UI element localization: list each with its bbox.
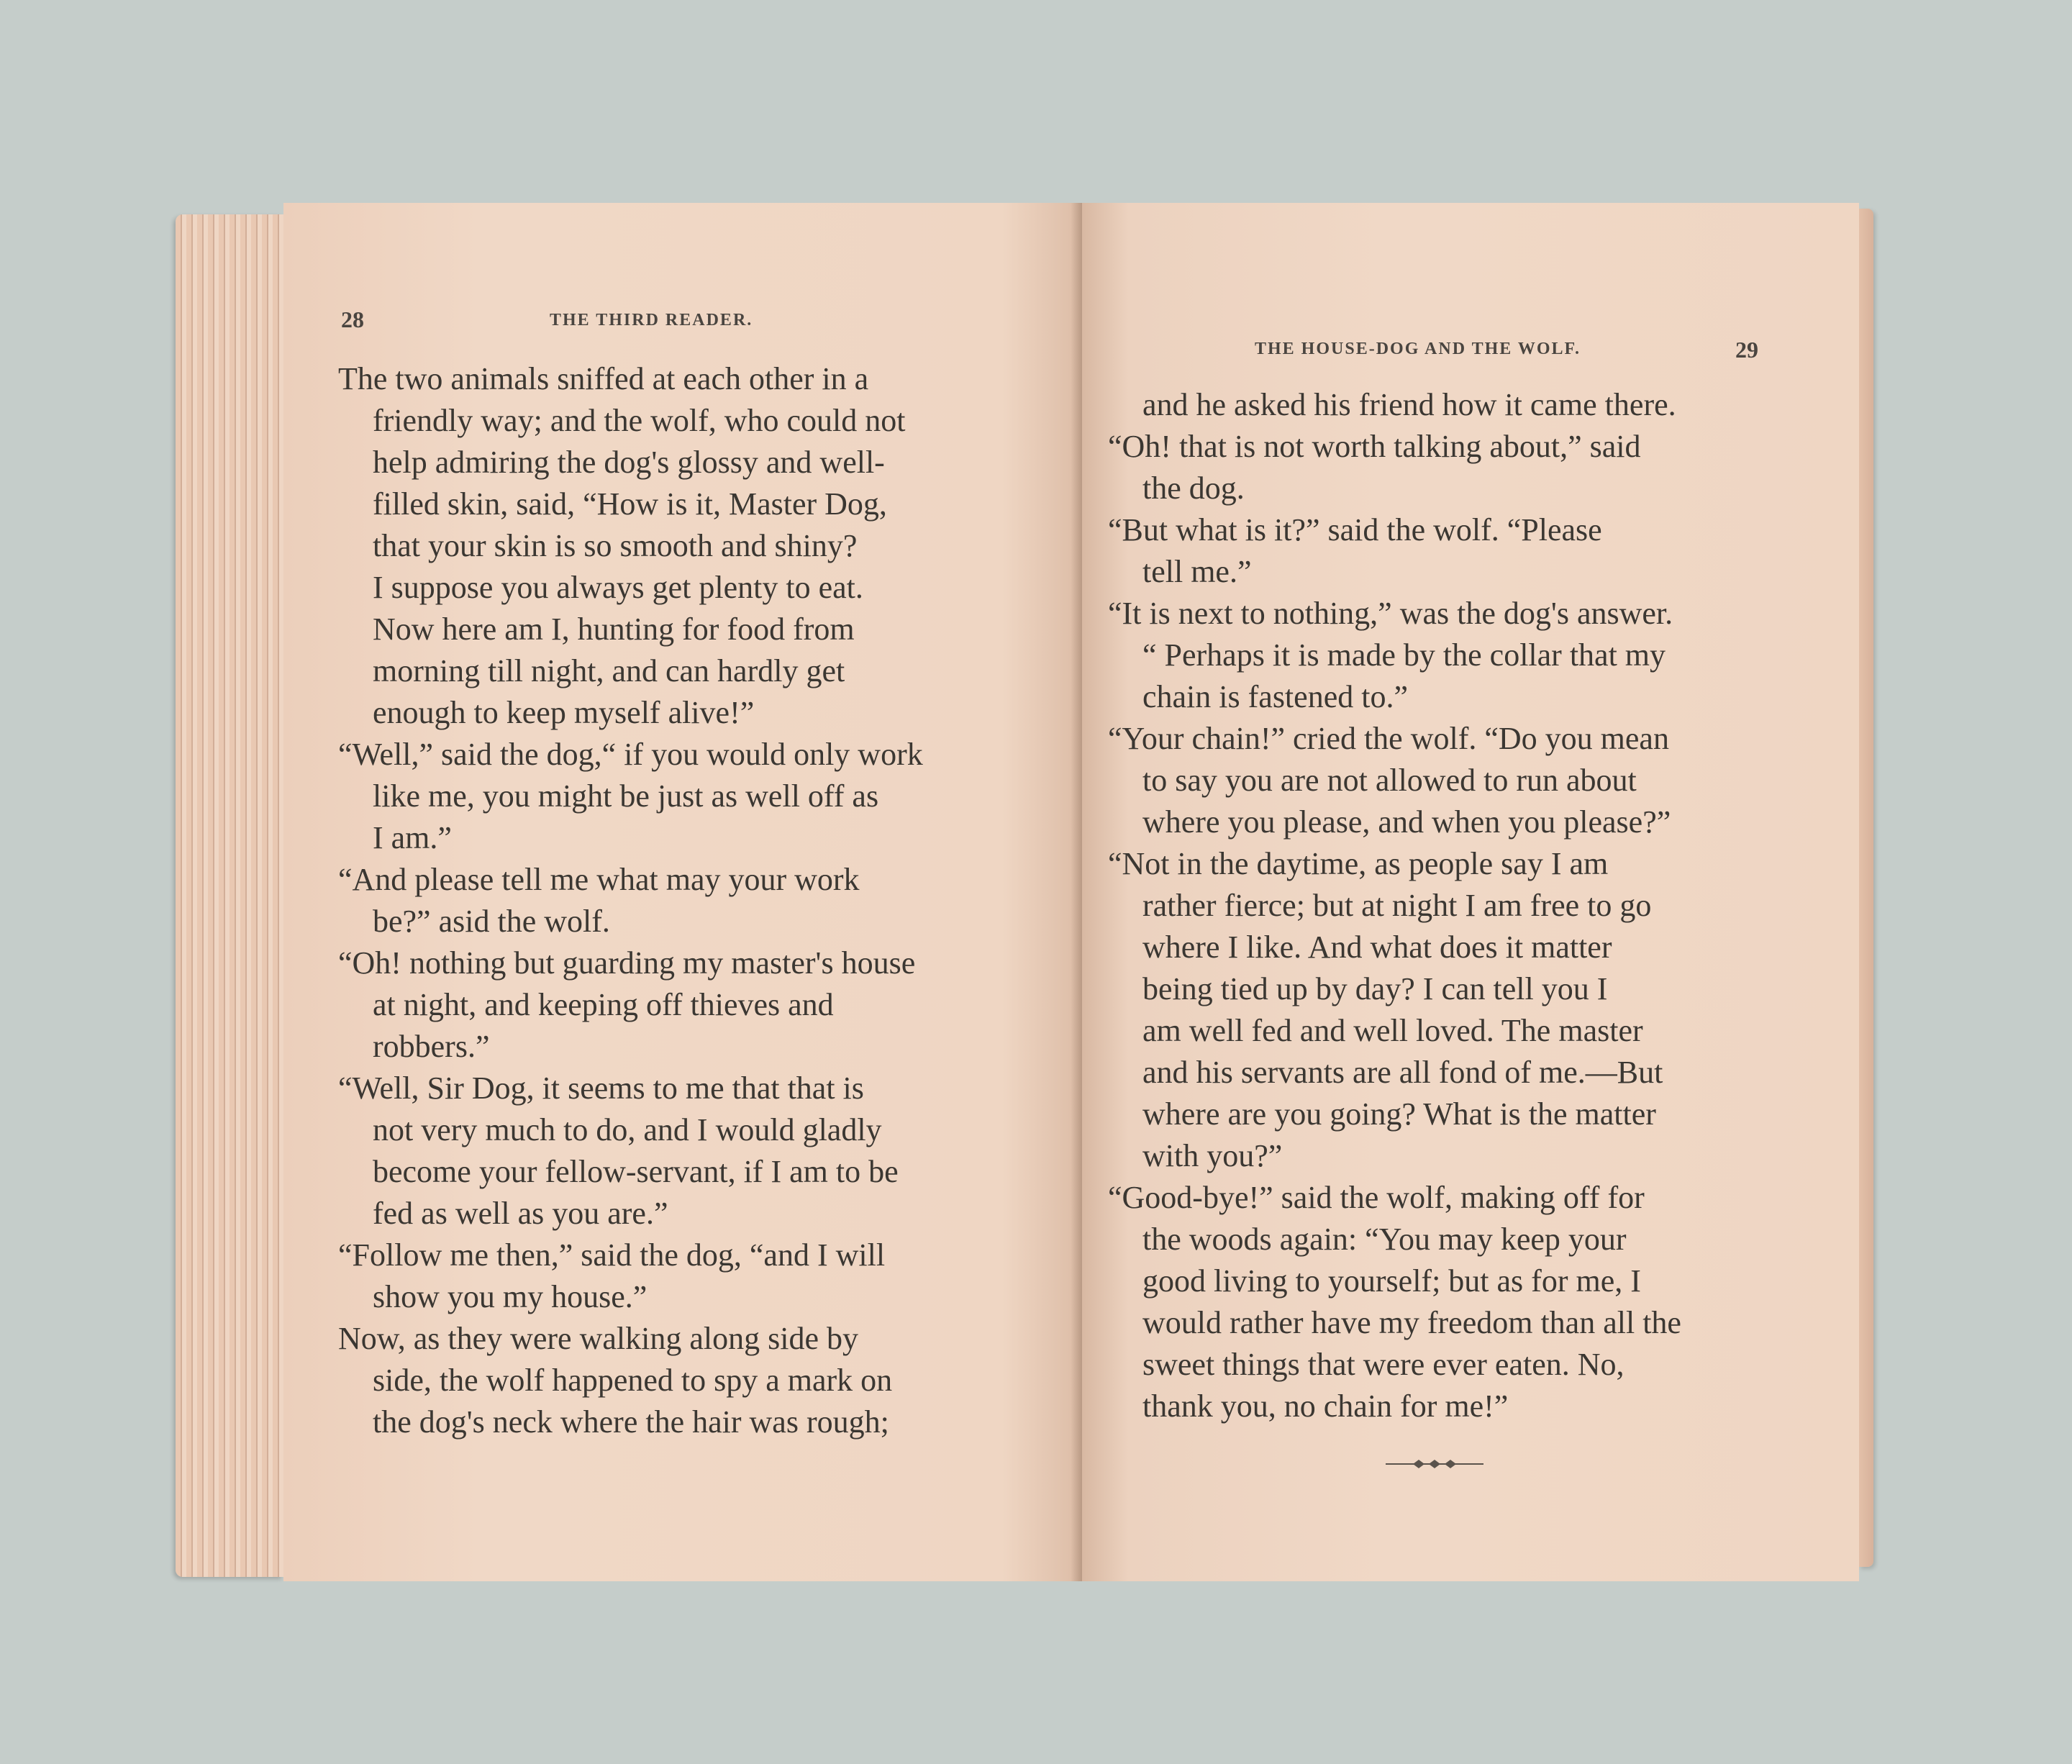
text-line: would rather have my freedom than all the xyxy=(1142,1305,1681,1340)
text-line: thank you, no chain for me!” xyxy=(1142,1388,1509,1424)
text-line: where are you going? What is the matter xyxy=(1142,1096,1656,1132)
text-line: with you?” xyxy=(1142,1138,1283,1173)
text-line: chain is fastened to.” xyxy=(1142,679,1408,714)
text-line: the woods again: “You may keep your xyxy=(1142,1222,1627,1257)
text-line: “Oh! nothing but guarding my master's house xyxy=(338,945,916,981)
text-line: that your skin is so smooth and shiny? xyxy=(373,528,858,563)
text-line: where you please, and when you please?” xyxy=(1142,804,1671,840)
text-line: “ Perhaps it is made by the collar that my xyxy=(1142,637,1666,673)
text-line: the dog. xyxy=(1142,470,1245,506)
left-running-head: THE THIRD READER. xyxy=(550,311,753,329)
text-line: being tied up by day? I can tell you I xyxy=(1142,971,1608,1006)
text-line: be?” asid the wolf. xyxy=(373,904,610,939)
text-line: The two animals sniffed at each other in a xyxy=(338,361,869,396)
text-line: “Your chain!” cried the wolf. “Do you mean xyxy=(1108,721,1669,756)
text-line: and he asked his friend how it came there. xyxy=(1142,387,1676,422)
text-line: like me, you might be just as well off as xyxy=(373,778,879,814)
text-line: to say you are not allowed to run about xyxy=(1142,763,1637,798)
text-line: rather fierce; but at night I am free to go xyxy=(1142,888,1652,923)
text-line: where I like. And what does it matter xyxy=(1142,929,1612,965)
text-line: “And please tell me what may your work xyxy=(338,862,860,897)
text-line: tell me.” xyxy=(1142,554,1252,589)
left-page-text xyxy=(338,358,923,1443)
text-line: “Well, Sir Dog, it seems to me that that is xyxy=(338,1070,864,1106)
text-line: robbers.” xyxy=(373,1029,490,1064)
text-line: I am.” xyxy=(373,820,452,855)
text-line: help admiring the dog's glossy and well- xyxy=(373,445,885,480)
text-line: “Good-bye!” said the wolf, making off for xyxy=(1108,1180,1645,1215)
text-line: good living to yourself; but as for me, I xyxy=(1142,1263,1641,1299)
right-page xyxy=(1082,203,1859,1581)
text-line: fed as well as you are.” xyxy=(373,1196,668,1231)
text-line: morning till night, and can hardly get xyxy=(373,653,845,688)
text-line: “But what is it?” said the wolf. “Please xyxy=(1108,512,1602,547)
text-line: am well fed and well loved. The master xyxy=(1142,1013,1643,1048)
text-line: Now here am I, hunting for food from xyxy=(373,612,855,647)
text-line: sweet things that were ever eaten. No, xyxy=(1142,1347,1625,1382)
end-ornament-icon xyxy=(1384,1459,1485,1469)
text-line: I suppose you always get plenty to eat. xyxy=(373,570,863,605)
text-line: “Oh! that is not worth talking about,” said xyxy=(1108,429,1641,464)
text-line: show you my house.” xyxy=(373,1279,648,1314)
left-page xyxy=(283,203,1082,1581)
text-line: and his servants are all fond of me.—But xyxy=(1142,1055,1663,1090)
text-line: “Not in the daytime, as people say I am xyxy=(1108,846,1609,881)
text-line: side, the wolf happened to spy a mark on xyxy=(373,1363,893,1398)
text-line: enough to keep myself alive!” xyxy=(373,695,755,730)
page-edges-right xyxy=(1859,209,1873,1567)
page-edges-left xyxy=(176,214,283,1577)
text-line: not very much to do, and I would gladly xyxy=(373,1112,882,1147)
text-line: at night, and keeping off thieves and xyxy=(373,987,834,1022)
text-line: “Well,” said the dog,“ if you would only work xyxy=(338,737,923,772)
left-page-number: 28 xyxy=(341,306,364,332)
right-running-head: THE HOUSE-DOG AND THE WOLF. xyxy=(1255,340,1581,358)
right-page-text xyxy=(1108,384,1681,1427)
text-line: the dog's neck where the hair was rough; xyxy=(373,1404,889,1440)
text-line: friendly way; and the wolf, who could not xyxy=(373,403,906,438)
text-line: “It is next to nothing,” was the dog's answer. xyxy=(1108,596,1673,631)
text-line: “Follow me then,” said the dog, “and I will xyxy=(338,1237,886,1273)
text-line: become your fellow-servant, if I am to be xyxy=(373,1154,899,1189)
right-page-number: 29 xyxy=(1735,337,1758,363)
open-book xyxy=(176,203,1873,1581)
text-line: Now, as they were walking along side by xyxy=(338,1321,858,1356)
text-line: filled skin, said, “How is it, Master Dog, xyxy=(373,486,887,522)
